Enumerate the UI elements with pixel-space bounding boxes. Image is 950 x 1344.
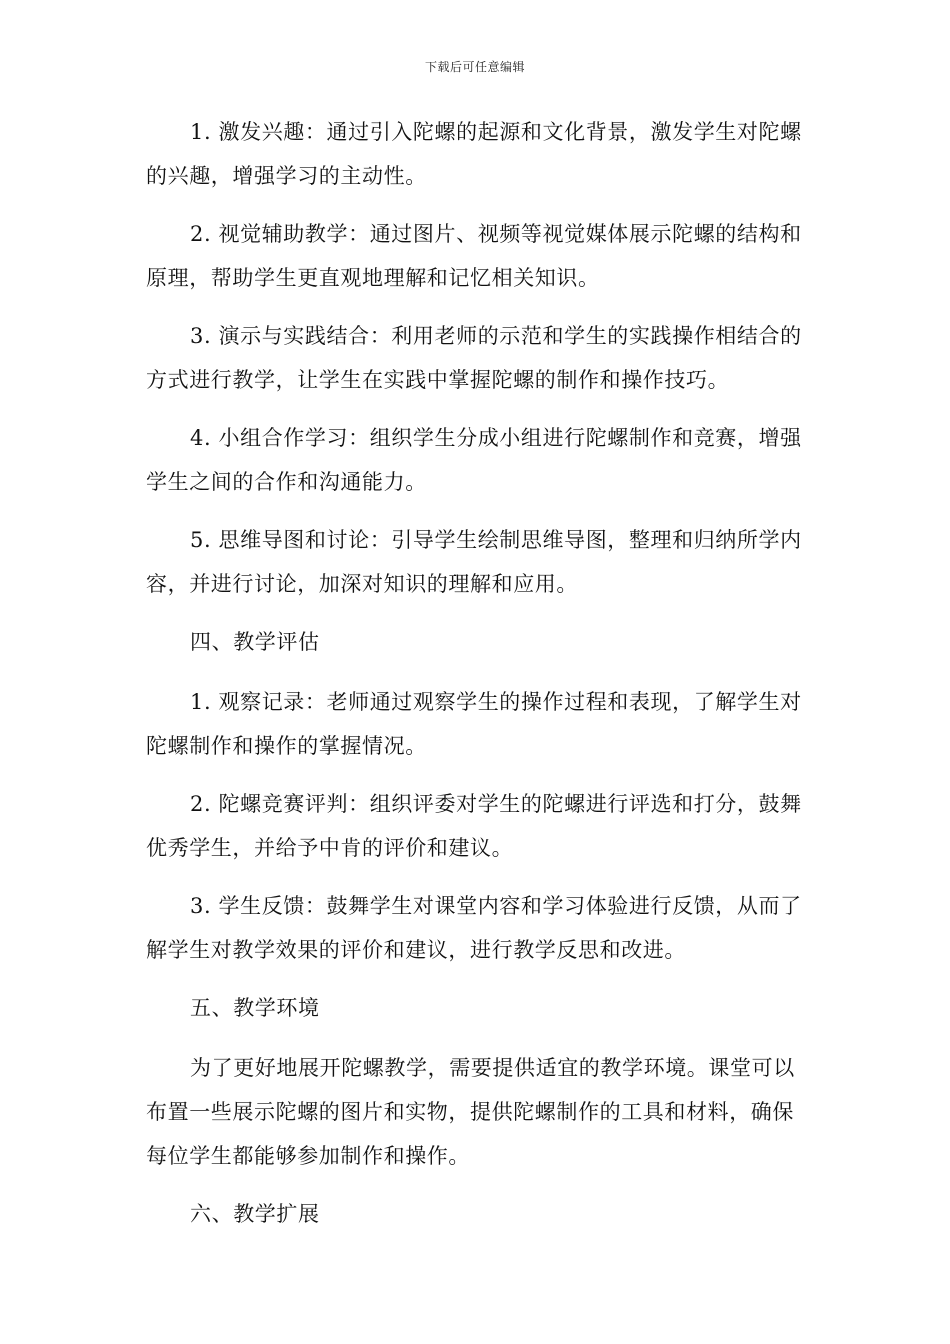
method-item-2: 2. 视觉辅助教学：通过图片、视频等视觉媒体展示陀螺的结构和原理，帮助学生更直观地理解和记忆相关知识。 — [146, 222, 802, 290]
section-heading-evaluation: 四、教学评估 — [190, 630, 320, 654]
method-item-1: 1. 激发兴趣：通过引入陀螺的起源和文化背景，激发学生对陀螺的兴趣，增强学习的主动性。 — [146, 120, 802, 188]
method-item-4: 4. 小组合作学习：组织学生分成小组进行陀螺制作和竞赛，增强学生之间的合作和沟通能力。 — [146, 426, 802, 494]
page-header: 下载后可任意编辑 — [424, 60, 525, 74]
section-heading-environment: 五、教学环境 — [190, 996, 320, 1020]
evaluation-item-2: 2. 陀螺竞赛评判：组织评委对学生的陀螺进行评选和打分，鼓舞优秀学生，并给予中肯的评价和建议。 — [146, 792, 802, 860]
evaluation-item-3: 3. 学生反馈：鼓舞学生对课堂内容和学习体验进行反馈，从而了解学生对教学效果的评价和建议，进行教学反思和改进。 — [146, 894, 802, 962]
section-heading-extension: 六、教学扩展 — [190, 1202, 320, 1226]
document-body — [146, 110, 806, 1252]
method-item-5: 5. 思维导图和讨论：引导学生绘制思维导图，整理和归纳所学内容，并进行讨论，加深对知识的理解和应用。 — [146, 528, 802, 596]
evaluation-item-1: 1. 观察记录：老师通过观察学生的操作过程和表现，了解学生对陀螺制作和操作的掌握情况。 — [146, 690, 802, 758]
environment-paragraph: 为了更好地展开陀螺教学，需要提供适宜的教学环境。课堂可以布置一些展示陀螺的图片和实物，提供陀螺制作的工具和材料，确保每位学生都能够参加制作和操作。 — [146, 1056, 795, 1168]
method-item-3: 3. 演示与实践结合：利用老师的示范和学生的实践操作相结合的方式进行教学，让学生在实践中掌握陀螺的制作和操作技巧。 — [146, 324, 802, 392]
